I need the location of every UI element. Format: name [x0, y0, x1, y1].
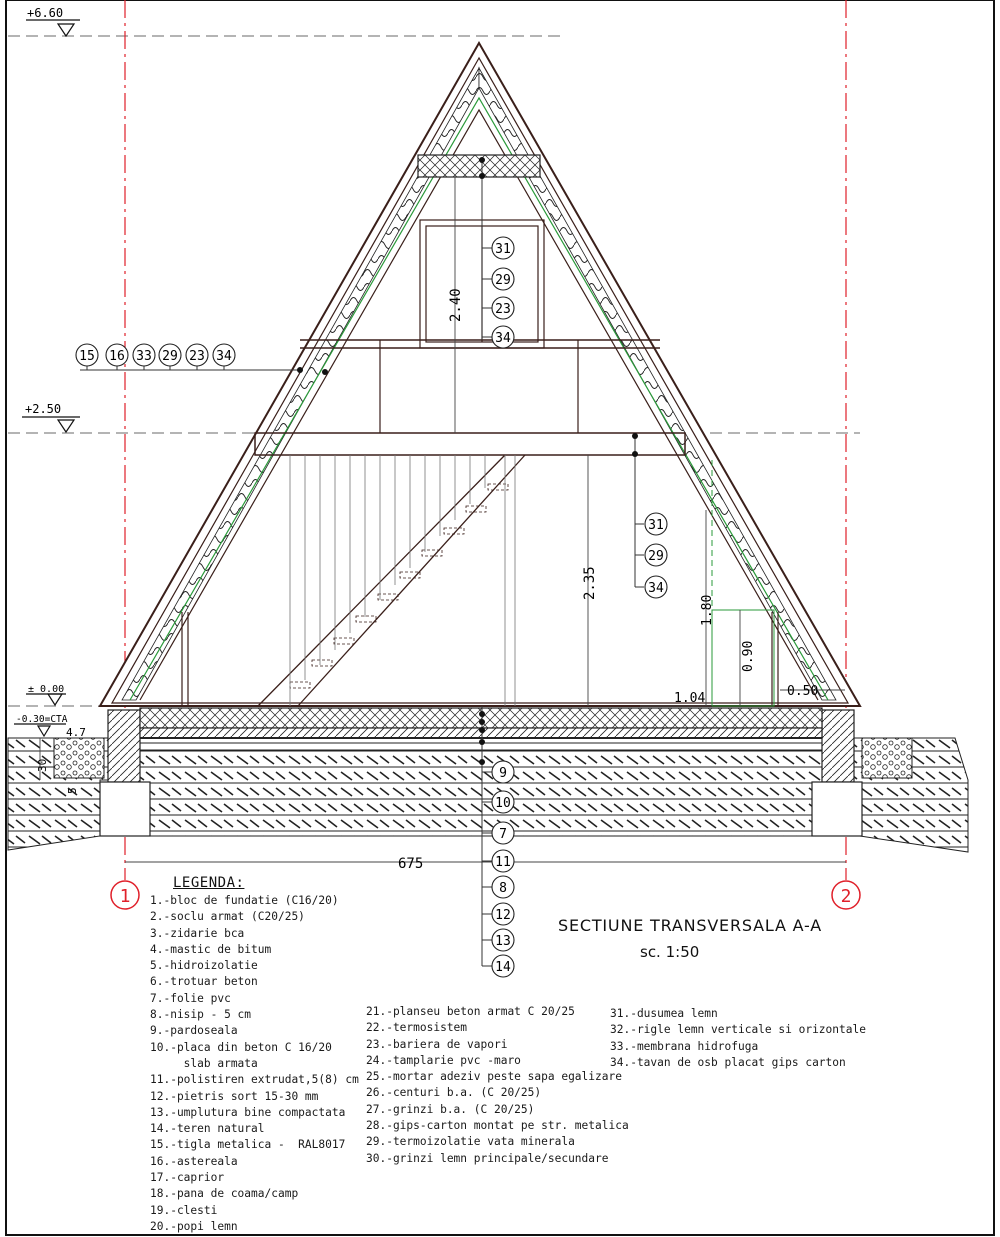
legend-item: 4.-mastic de bitum: [150, 942, 272, 956]
dim-footing-c: 5: [66, 787, 79, 794]
callout-floor: [492, 955, 514, 977]
ridge-beam: [418, 155, 540, 177]
level-top: +6.60: [27, 6, 64, 20]
callout-number: 31: [648, 518, 664, 533]
callout-number: 13: [495, 934, 511, 949]
legend-item: 2.-soclu armat (C20/25): [150, 910, 305, 924]
legend-item: 5.-hidroizolatie: [150, 959, 258, 973]
dim-window-sill: 0.90: [741, 640, 756, 672]
callout-floor: [492, 850, 514, 872]
callout-floor_wall: [645, 513, 667, 535]
callout-number: 34: [648, 581, 664, 596]
dim-upper-height: 2.40: [448, 288, 464, 322]
legend-item: 1.-bloc de fundatie (C16/20): [150, 894, 339, 907]
callout-floor: [492, 929, 514, 951]
callout-number: 9: [499, 766, 507, 781]
legend-item: 8.-nisip - 5 cm: [150, 1008, 252, 1022]
callout-number: 23: [495, 302, 511, 317]
callout-floor: [492, 791, 514, 813]
callout-attic_wall: [492, 326, 514, 348]
legend-item: 11.-polistiren extrudat,5(8) cm: [150, 1073, 359, 1087]
callout-number: 7: [499, 827, 507, 842]
legend-item: 17.-caprior: [150, 1171, 225, 1185]
legend-item: 10.-placa din beton C 16/20: [150, 1040, 332, 1054]
callout-floor_wall: [645, 576, 667, 598]
callout-number: 15: [79, 349, 95, 364]
legend-item: 28.-gips-carton montat pe str. metalica: [366, 1119, 629, 1133]
callout-number: 8: [499, 881, 507, 896]
legend-item: 21.-planseu beton armat C 20/25: [366, 1005, 575, 1018]
callout-floor: [492, 876, 514, 898]
callout-number: 33: [136, 349, 152, 364]
legend-item: 23.-bariera de vapori: [366, 1037, 508, 1051]
legend-column-3: [610, 1006, 866, 1071]
axis-label-left: 1: [119, 886, 131, 907]
callout-attic_wall: [492, 268, 514, 290]
dim-offset-b: 0.50: [787, 684, 819, 699]
legend-item: 18.-pana de coama/camp: [150, 1187, 299, 1201]
legend-item: 13.-umplutura bine compactata: [150, 1105, 346, 1119]
callout-roof: [159, 344, 181, 366]
legend-item: 25.-mortar adeziv peste sapa egalizare: [366, 1070, 622, 1084]
callout-number: 16: [109, 349, 125, 364]
callout-roof: [76, 344, 98, 366]
callout-roof: [186, 344, 208, 366]
legend-item: 22.-termosistem: [366, 1021, 468, 1035]
callout-roof: [213, 344, 235, 366]
level-markers: [14, 20, 80, 736]
callout-number: 29: [162, 349, 178, 364]
legend-column-2: [366, 1004, 629, 1167]
dim-offset-a: 1.04: [674, 691, 706, 706]
legend-item: 16.-astereala: [150, 1154, 238, 1168]
section-title: SECTIUNE TRANSVERSALA A-A: [558, 916, 822, 935]
legend-item: 19.-clesti: [150, 1203, 218, 1217]
legend-item: 27.-grinzi b.a. (C 20/25): [366, 1102, 535, 1116]
dim-window-height: 1.80: [700, 594, 715, 626]
legend-item: 30.-grinzi lemn principale/secundare: [366, 1151, 609, 1165]
callout-floor_wall: [645, 544, 667, 566]
legend-item: 12.-pietris sort 15-30 mm: [150, 1089, 319, 1103]
legend-item: 15.-tigla metalica - RAL8017: [150, 1138, 346, 1152]
legend-item: 6.-trotuar beton: [150, 975, 258, 989]
legend-item: 9.-pardoseala: [150, 1024, 238, 1038]
legend-item: 31.-dusumea lemn: [610, 1007, 718, 1020]
legend-item: 14.-teren natural: [150, 1122, 265, 1136]
legend-item: 3.-zidarie bca: [150, 926, 245, 940]
section-scale: sc. 1:50: [640, 943, 700, 961]
callout-number: 12: [495, 908, 511, 923]
dim-lower-height: 2.35: [582, 566, 598, 600]
callout-roof: [133, 344, 155, 366]
callout-number: 29: [648, 549, 664, 564]
dim-overall-width: 675: [398, 856, 424, 872]
callout-attic_wall: [492, 237, 514, 259]
legend-item: 26.-centuri b.a. (C 20/25): [366, 1086, 542, 1100]
callout-number: 11: [495, 855, 511, 870]
legend-column-1: [150, 893, 359, 1235]
callout-number: 23: [189, 349, 205, 364]
callout-number: 31: [495, 242, 511, 257]
legend-item: 29.-termoizolatie vata minerala: [366, 1135, 575, 1149]
callout-roof: [106, 344, 128, 366]
roof: [100, 43, 860, 706]
dim-footing-a: 4.7: [66, 726, 86, 739]
legend-item: slab armata: [150, 1056, 258, 1070]
callout-number: 34: [495, 331, 511, 346]
callout-floor: [492, 903, 514, 925]
legend-item: 34.-tavan de osb placat gips carton: [610, 1055, 846, 1069]
legend-item: 24.-tamplarie pvc -maro: [366, 1053, 521, 1067]
legend-item: 33.-membrana hidrofuga: [610, 1039, 759, 1053]
callout-attic_wall: [492, 297, 514, 319]
callout-number: 10: [495, 796, 511, 811]
level-zero: ± 0.00: [28, 684, 65, 695]
level-mid: +2.50: [25, 402, 62, 416]
callout-floor: [492, 761, 514, 783]
callout-number: 29: [495, 273, 511, 288]
callout-floor: [492, 822, 514, 844]
legend-item: 32.-rigle lemn verticale si orizontale: [610, 1023, 866, 1037]
callout-number: 14: [495, 960, 511, 975]
callout-number: 34: [216, 349, 232, 364]
legend-item: 20.-popi lemn: [150, 1219, 238, 1233]
axis-label-right: 2: [840, 886, 852, 907]
dim-footing-b: 30: [36, 758, 49, 772]
legend-title: LEGENDA:: [173, 875, 245, 891]
legend-item: 7.-folie pvc: [150, 991, 231, 1005]
level-cta: -0.30=CTA: [16, 714, 68, 725]
